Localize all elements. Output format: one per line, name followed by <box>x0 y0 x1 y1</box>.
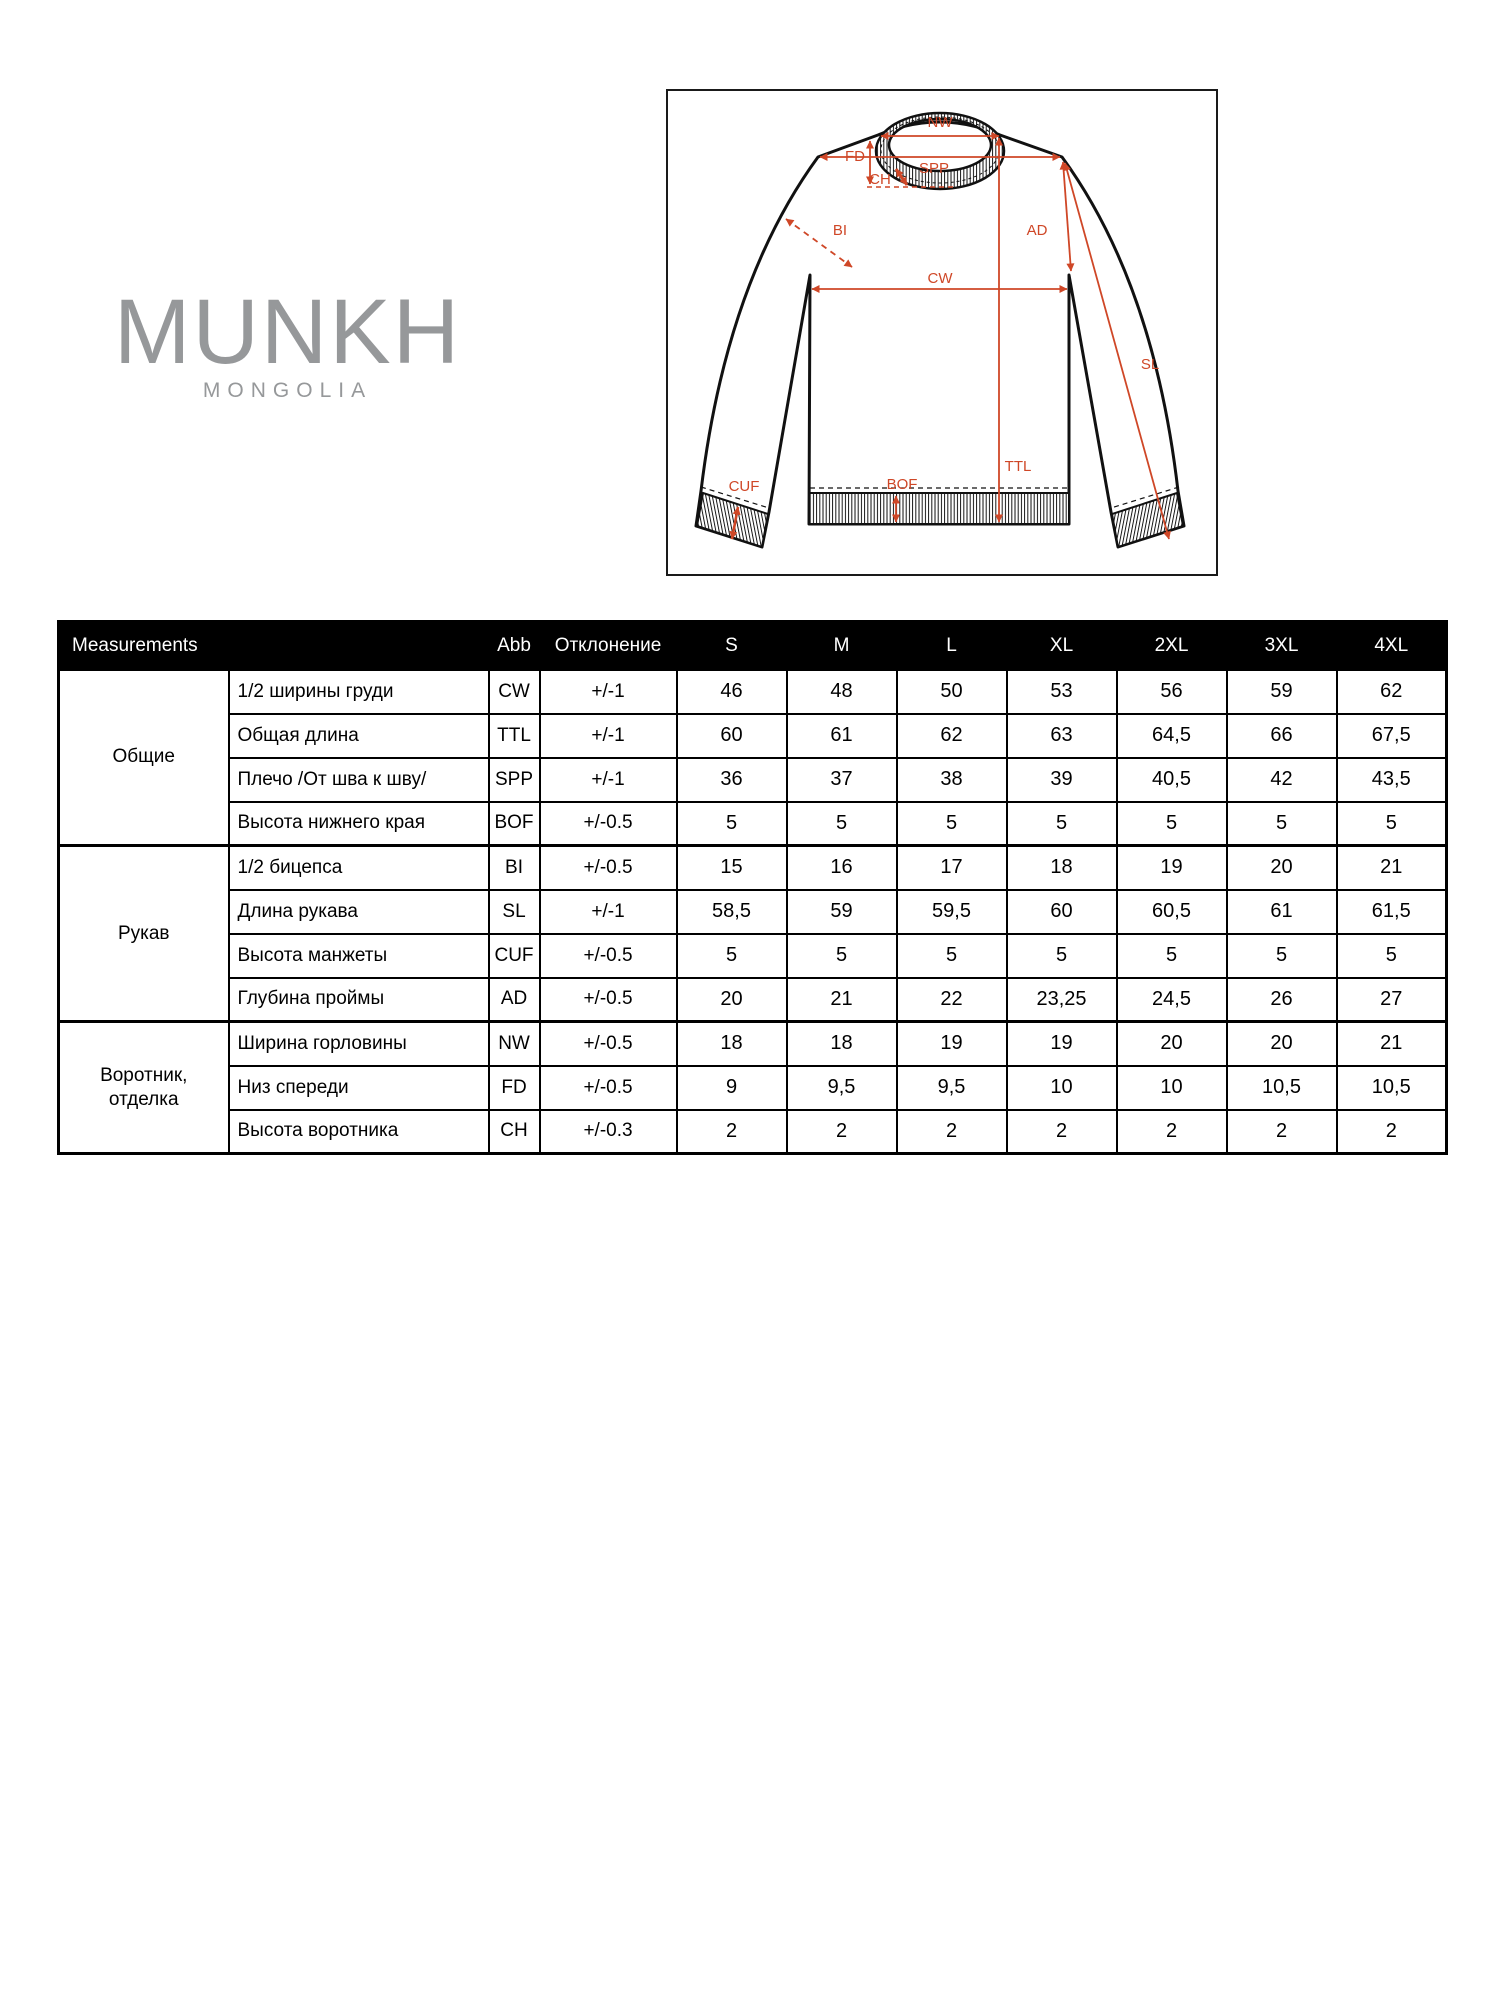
size-value: 21 <box>1337 846 1447 890</box>
size-value: 5 <box>1117 802 1227 846</box>
size-value: 5 <box>897 802 1007 846</box>
size-value: 2 <box>1007 1110 1117 1154</box>
table-row <box>59 890 1447 934</box>
header-size-xl: XL <box>1007 622 1117 670</box>
table-row <box>59 802 1447 846</box>
size-value: 43,5 <box>1337 758 1447 802</box>
abbreviation: CUF <box>489 934 540 978</box>
size-value: 19 <box>1117 846 1227 890</box>
deviation-value: +/-1 <box>540 670 677 714</box>
measurement-name: Длина рукава <box>229 890 489 934</box>
deviation-value: +/-0.5 <box>540 978 677 1022</box>
abbreviation: SL <box>489 890 540 934</box>
measurement-name: Ширина горловины <box>229 1022 489 1066</box>
size-value: 27 <box>1337 978 1447 1022</box>
size-value: 5 <box>1007 934 1117 978</box>
size-value: 50 <box>897 670 1007 714</box>
deviation-value: +/-0.5 <box>540 1066 677 1110</box>
diagram-label-nw: NW <box>927 114 953 131</box>
header-measurements: Measurements <box>59 622 489 670</box>
header-size-s: S <box>677 622 787 670</box>
abbreviation: SPP <box>489 758 540 802</box>
size-value: 10 <box>1117 1066 1227 1110</box>
size-value: 18 <box>677 1022 787 1066</box>
abbreviation: CH <box>489 1110 540 1154</box>
diagram-label-bof: BOF <box>886 476 918 493</box>
size-value: 5 <box>1117 934 1227 978</box>
abbreviation: AD <box>489 978 540 1022</box>
table-row <box>59 758 1447 802</box>
abbreviation: BI <box>489 846 540 890</box>
size-value: 5 <box>677 802 787 846</box>
size-value: 20 <box>677 978 787 1022</box>
hem-rib-band <box>809 493 1069 524</box>
header-size-4xl: 4XL <box>1337 622 1447 670</box>
size-value: 9,5 <box>787 1066 897 1110</box>
size-value: 5 <box>1227 802 1337 846</box>
size-value: 38 <box>897 758 1007 802</box>
size-value: 21 <box>1337 1022 1447 1066</box>
size-value: 2 <box>1337 1110 1447 1154</box>
abbreviation: FD <box>489 1066 540 1110</box>
measurement-name: 1/2 бицепса <box>229 846 489 890</box>
size-value: 2 <box>787 1110 897 1154</box>
measurement-name: Низ спереди <box>229 1066 489 1110</box>
size-value: 5 <box>677 934 787 978</box>
deviation-value: +/-1 <box>540 890 677 934</box>
size-value: 56 <box>1117 670 1227 714</box>
header-size-m: M <box>787 622 897 670</box>
group-label: Рукав <box>59 846 229 1022</box>
size-value: 26 <box>1227 978 1337 1022</box>
diagram-label-cuf: CUF <box>728 478 760 495</box>
table-row <box>59 1066 1447 1110</box>
size-chart-table <box>57 620 1448 1155</box>
brand-subtitle: MONGOLIA <box>202 379 373 402</box>
size-value: 10,5 <box>1227 1066 1337 1110</box>
size-value: 20 <box>1227 846 1337 890</box>
size-value: 59,5 <box>897 890 1007 934</box>
size-value: 37 <box>787 758 897 802</box>
table-header-row <box>59 622 1447 670</box>
diagram-label-ttl: TTL <box>1004 458 1032 475</box>
deviation-value: +/-0.5 <box>540 802 677 846</box>
table-row <box>59 978 1447 1022</box>
size-value: 61 <box>787 714 897 758</box>
header-size-l: L <box>897 622 1007 670</box>
deviation-value: +/-0.5 <box>540 1022 677 1066</box>
size-value: 40,5 <box>1117 758 1227 802</box>
deviation-value: +/-0.3 <box>540 1110 677 1154</box>
size-value: 36 <box>677 758 787 802</box>
measurement-name: Общая длина <box>229 714 489 758</box>
size-value: 64,5 <box>1117 714 1227 758</box>
group-label: Воротник, отделка <box>59 1022 229 1154</box>
size-value: 20 <box>1227 1022 1337 1066</box>
size-value: 60 <box>1007 890 1117 934</box>
table-row <box>59 714 1447 758</box>
header-size-2xl: 2XL <box>1117 622 1227 670</box>
size-table-body <box>59 670 1447 1154</box>
size-value: 5 <box>897 934 1007 978</box>
size-value: 59 <box>1227 670 1337 714</box>
size-value: 5 <box>1337 934 1447 978</box>
size-value: 18 <box>787 1022 897 1066</box>
size-value: 9,5 <box>897 1066 1007 1110</box>
size-value: 67,5 <box>1337 714 1447 758</box>
header-abb: Abb <box>489 622 540 670</box>
abbreviation: BOF <box>489 802 540 846</box>
size-value: 66 <box>1227 714 1337 758</box>
size-value: 48 <box>787 670 897 714</box>
header-deviation: Отклонение <box>540 622 677 670</box>
size-value: 62 <box>1337 670 1447 714</box>
size-value: 10,5 <box>1337 1066 1447 1110</box>
deviation-value: +/-1 <box>540 758 677 802</box>
size-value: 42 <box>1227 758 1337 802</box>
measurement-name: 1/2 ширины груди <box>229 670 489 714</box>
size-value: 9 <box>677 1066 787 1110</box>
size-value: 61 <box>1227 890 1337 934</box>
size-value: 2 <box>1117 1110 1227 1154</box>
size-value: 59 <box>787 890 897 934</box>
diagram-label-cw: CW <box>927 270 953 287</box>
measurement-name: Глубина проймы <box>229 978 489 1022</box>
size-value: 17 <box>897 846 1007 890</box>
size-value: 21 <box>787 978 897 1022</box>
size-value: 58,5 <box>677 890 787 934</box>
size-value: 22 <box>897 978 1007 1022</box>
sweater-measurement-diagram <box>666 89 1218 576</box>
measurement-name: Высота манжеты <box>229 934 489 978</box>
abbreviation: CW <box>489 670 540 714</box>
deviation-value: +/-0.5 <box>540 846 677 890</box>
size-value: 24,5 <box>1117 978 1227 1022</box>
abbreviation: NW <box>489 1022 540 1066</box>
size-value: 16 <box>787 846 897 890</box>
brand-name: MUNKH <box>113 281 462 383</box>
size-value: 63 <box>1007 714 1117 758</box>
size-value: 19 <box>1007 1022 1117 1066</box>
size-value: 46 <box>677 670 787 714</box>
diagram-label-fd: FD <box>845 148 865 165</box>
diagram-label-bi: BI <box>832 222 848 239</box>
table-row <box>59 670 1447 714</box>
diagram-label-ch: CH <box>869 171 891 188</box>
size-value: 2 <box>677 1110 787 1154</box>
size-value: 18 <box>1007 846 1117 890</box>
size-value: 60 <box>677 714 787 758</box>
diagram-label-ad: AD <box>1026 222 1048 239</box>
group-label: Общие <box>59 670 229 846</box>
measurement-name: Высота воротника <box>229 1110 489 1154</box>
size-value: 5 <box>787 934 897 978</box>
table-row <box>59 1110 1447 1154</box>
measurement-name: Плечо /От шва к шву/ <box>229 758 489 802</box>
diagram-label-sl: SL <box>1140 356 1160 373</box>
table-row <box>59 934 1447 978</box>
measurement-name: Высота нижнего края <box>229 802 489 846</box>
size-value: 5 <box>787 802 897 846</box>
size-value: 10 <box>1007 1066 1117 1110</box>
size-value: 15 <box>677 846 787 890</box>
size-value: 19 <box>897 1022 1007 1066</box>
size-value: 20 <box>1117 1022 1227 1066</box>
size-value: 61,5 <box>1337 890 1447 934</box>
size-value: 5 <box>1227 934 1337 978</box>
size-value: 60,5 <box>1117 890 1227 934</box>
size-value: 53 <box>1007 670 1117 714</box>
diagram-label-spp: SPP <box>918 160 950 177</box>
size-value: 5 <box>1337 802 1447 846</box>
table-row <box>59 846 1447 890</box>
deviation-value: +/-0.5 <box>540 934 677 978</box>
abbreviation: TTL <box>489 714 540 758</box>
sweater-drawing <box>668 91 1216 574</box>
deviation-value: +/-1 <box>540 714 677 758</box>
size-value: 2 <box>1227 1110 1337 1154</box>
size-value: 23,25 <box>1007 978 1117 1022</box>
size-value: 5 <box>1007 802 1117 846</box>
size-value: 39 <box>1007 758 1117 802</box>
table-row <box>59 1022 1447 1066</box>
size-value: 62 <box>897 714 1007 758</box>
header-size-3xl: 3XL <box>1227 622 1337 670</box>
size-value: 2 <box>897 1110 1007 1154</box>
